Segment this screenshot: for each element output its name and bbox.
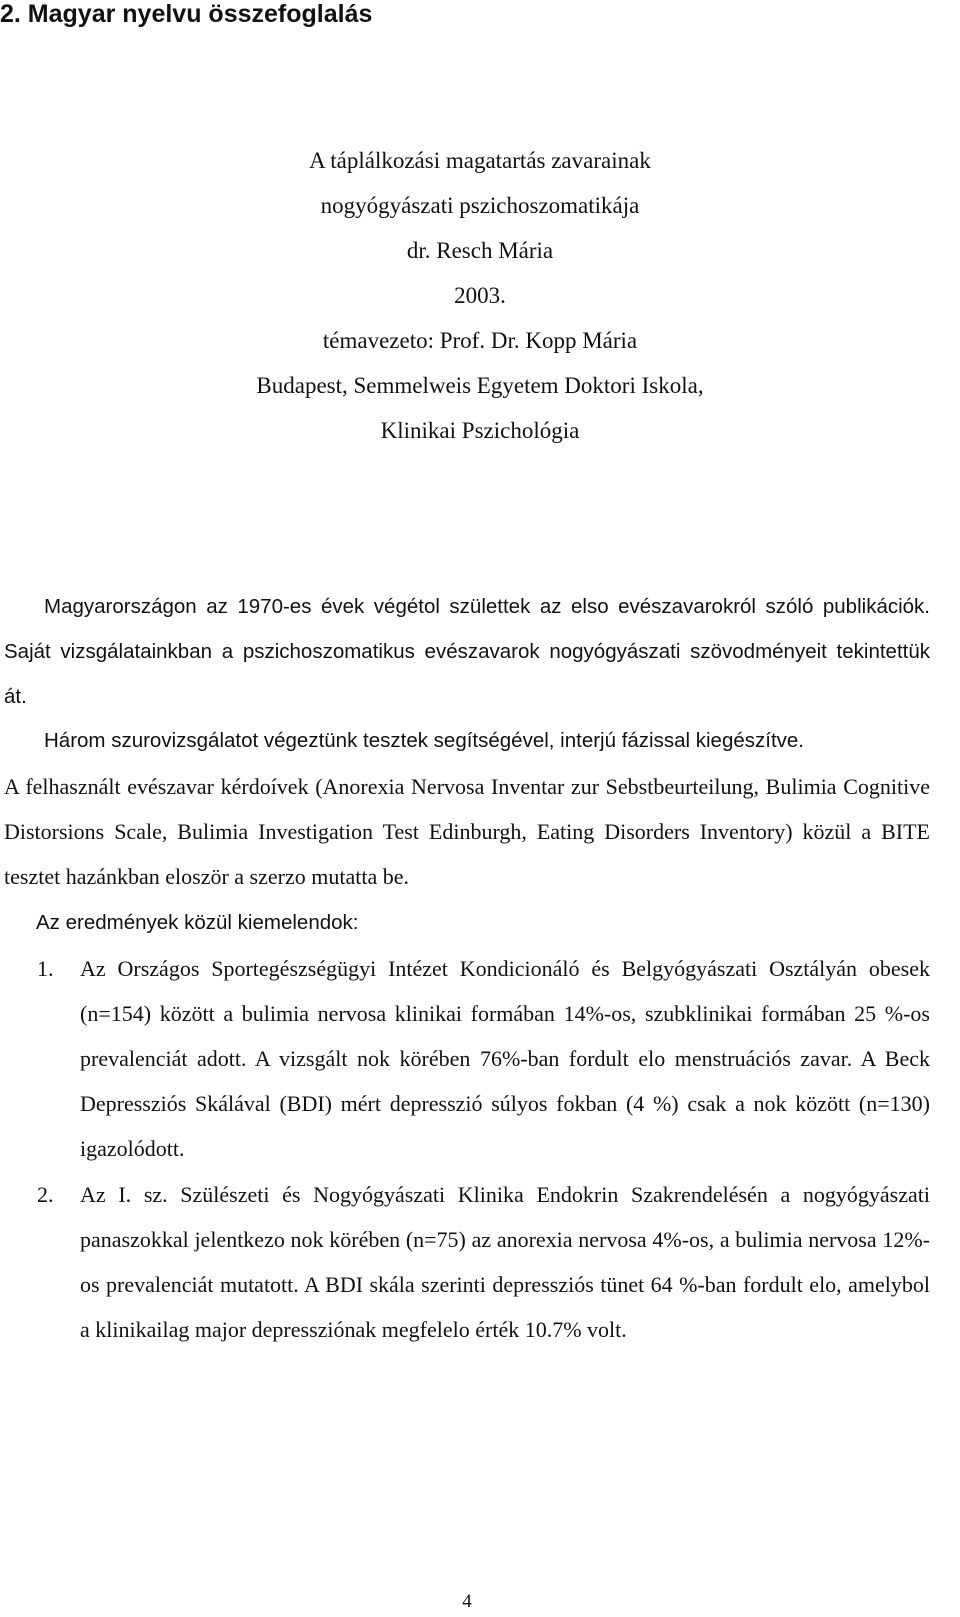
- studies-sentence: Három szurovizsgálatot végeztünk tesztek segítségével, interjú fázissal kiegészítve.: [44, 729, 804, 752]
- author-name: dr. Resch Mária: [406, 238, 554, 263]
- institution-line-1: Budapest, Semmelweis Egyetem Doktori Iskola,: [256, 373, 704, 398]
- list-item-text: Az I. sz. Szülészeti és Nogyógyászati Klinika Endokrin Szakrendelésén a nogyógyászati panaszokkal jelentkezo nok körében (n=75) az anorexia nervosa 4%-os, a bulimia nervosa 12%-os prevalenciát mutatott. A BDI skála szerinti depressziós tünet 64 %-ban fordult elo, amelybol a klinikailag major depressziónak megfelelo érték 10.7% volt.: [80, 1182, 930, 1342]
- list-item-number: 2.: [37, 1182, 54, 1207]
- list-item-number: 1.: [37, 956, 54, 981]
- page-number: 4: [462, 1591, 472, 1612]
- title-block: [0, 138, 960, 453]
- title-line-1: A táplálkozási magatartás zavarainak: [309, 148, 651, 173]
- results-list: [0, 946, 930, 1352]
- year: 2003.: [454, 283, 506, 308]
- institution-line-2: Klinikai Pszichológia: [380, 418, 580, 443]
- section-heading: 2. Magyar nyelvu összefoglalás: [0, 0, 373, 28]
- list-item: [0, 946, 930, 1171]
- intro-paragraph: Magyarországon az 1970-es évek végétol születtek az elso evészavarokról szóló publikációk. Saját vizsgálatainkban a pszichoszomatikus evészavarok nogyógyászati szövodményeit tekintettük át.: [4, 595, 930, 708]
- list-item-text: Az Országos Sportegészségügyi Intézet Kondicionáló és Belgyógyászati Osztályán obesek (n=154) között a bulimia nervosa klinikai formában 14%-os, szubklinikai formában 25 %-os prevalenciát adott. A vizsgált nok körében 76%-ban fordult elo menstruációs zavar. A Beck Depressziós Skálával (BDI) mért depresszió súlyos fokban (4 %) csak a nok között (n=130) igazolódott.: [80, 956, 930, 1161]
- results-heading: Az eredmények közül kiemelendok:: [36, 911, 359, 934]
- title-line-2: nogyógyászati pszichoszomatikája: [320, 193, 640, 218]
- supervisor: témavezeto: Prof. Dr. Kopp Mária: [322, 328, 638, 353]
- questionnaires-paragraph: A felhasznált evészavar kérdoívek (Anorexia Nervosa Inventar zur Sebstbeurteilung, Bulimia Cognitive Distorsions Scale, Bulimia Investigation Test Edinburgh, Eating Disorders Inventory) közül a BITE tesztet hazánkban eloször a szerzo mutatta be.: [4, 774, 930, 889]
- list-item: [0, 1172, 930, 1352]
